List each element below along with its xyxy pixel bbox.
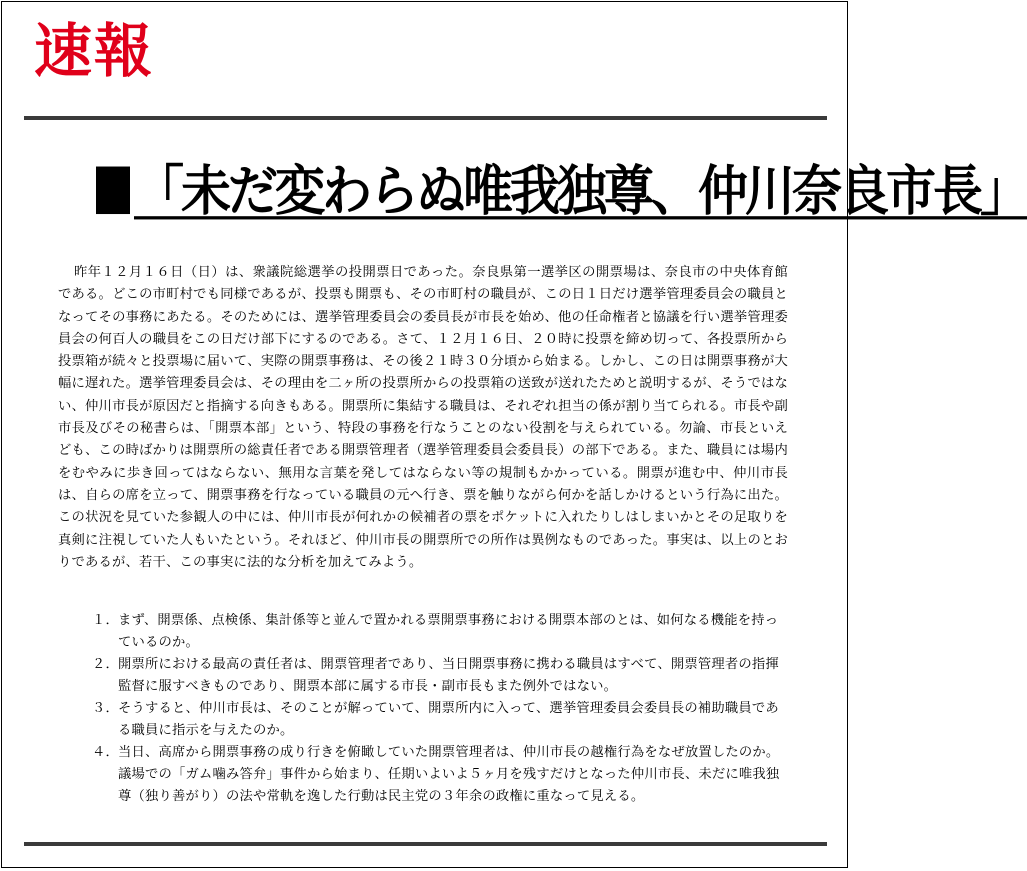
list-item-text: そうすると、仲川市長は、そのことが解っていて、開票所内に入って、選挙管理委員会委員長の補助職員である職員に指示を与えたのか。	[118, 701, 779, 738]
list-item	[92, 610, 780, 654]
list-item-number: ３．	[92, 701, 119, 716]
bottom-rule	[24, 842, 827, 846]
top-rule	[24, 116, 827, 120]
headline-title: 「未だ変わらぬ唯我独尊、仲川奈良市長」	[134, 160, 1027, 223]
list-item	[92, 742, 780, 808]
list-item-text: まず、開票係、点検係、集計係等と並んで置かれる票開票事務における開票本部のとは、如何なる機能を持っているのか。	[118, 613, 779, 650]
flash-report-label: 速報	[34, 17, 155, 85]
list-item	[92, 698, 780, 742]
numbered-points	[92, 610, 780, 808]
list-item-text: 開票所における最高の責任者は、開票管理者であり、当日開票事務に携わる職員はすべて、開票管理者の指揮監督に服すべきものであり、開票本部に属する市長・副市長もまた例外ではない。	[118, 657, 779, 694]
square-bullet-icon	[96, 167, 130, 215]
headline	[96, 146, 1027, 243]
article-body: 昨年１２月１６日（日）は、衆議院総選挙の投開票日であった。奈良県第一選挙区の開票場は、奈良市の中央体育館である。どこの市町村でも同様であるが、投票も開票も、その市町村の職員が、この日１日だけ選挙管理委員会の職員となってその事務にあたる。そのためには、選挙管理委員会の委員長が市長を始め、他の任命権者と協議を行い選挙管理委員会の何百人の職員をこの日だけ部下にするのである。さて、１２月１６日、２０時に投票を締め切って、各投票所から投票箱が続々と投票場に届いて、実際の開票事務は、その後２１時３０分頃から始まる。しかし、この日は開票事務が大幅に遅れた。選挙管理委員会は、その理由を二ヶ所の投票所からの投票箱の送致が送れたためと説明するが、そうではない、仲川市長が原因だと指摘する向きもある。開票所に集結する職員は、それぞれ担当の係が割り当てられる。市長や副市長及びその秘書らは、「開票本部」という、特段の事務を行なうことのない役割を与えられている。勿論、市長といえども、この時ばかりは開票所の総責任者である開票管理者（選挙管理委員会委員長）の部下である。また、職員には場内をむやみに歩き回ってはならない、無用な言葉を発してはならない等の規制もかかっている。開票が進む中、仲川市長は、自らの席を立って、開票事務を行なっている職員の元へ行き、票を触りながら何かを話しかけるという行為に出た。この状況を見ていた参観人の中には、仲川市長が何れかの候補者の票をポケットに入れたりしはしまいかとその足取りを真剣に注視していた人もいたという。それほど、仲川市長の開票所での所作は異例なものであった。事実は、以上のとおりであるが、若干、この事実に法的な分析を加えてみよう。	[58, 265, 789, 570]
list-item-text: 当日、高席から開票事務の成り行きを俯瞰していた開票管理者は、仲川市長の越権行為をなぜ放置したのか。議場での「ガム噛み答弁」事件から始まり、任期いよいよ５ヶ月を残すだけとなった仲川市長、未だに唯我独尊（独り善がり）の法や常軌を逸した行動は民主党の３年余の政権に重なって見える。	[118, 745, 780, 804]
list-item	[92, 654, 780, 698]
list-item-number: ２．	[92, 657, 119, 672]
list-item-number: ４．	[92, 745, 119, 760]
list-item-number: １．	[92, 613, 119, 628]
